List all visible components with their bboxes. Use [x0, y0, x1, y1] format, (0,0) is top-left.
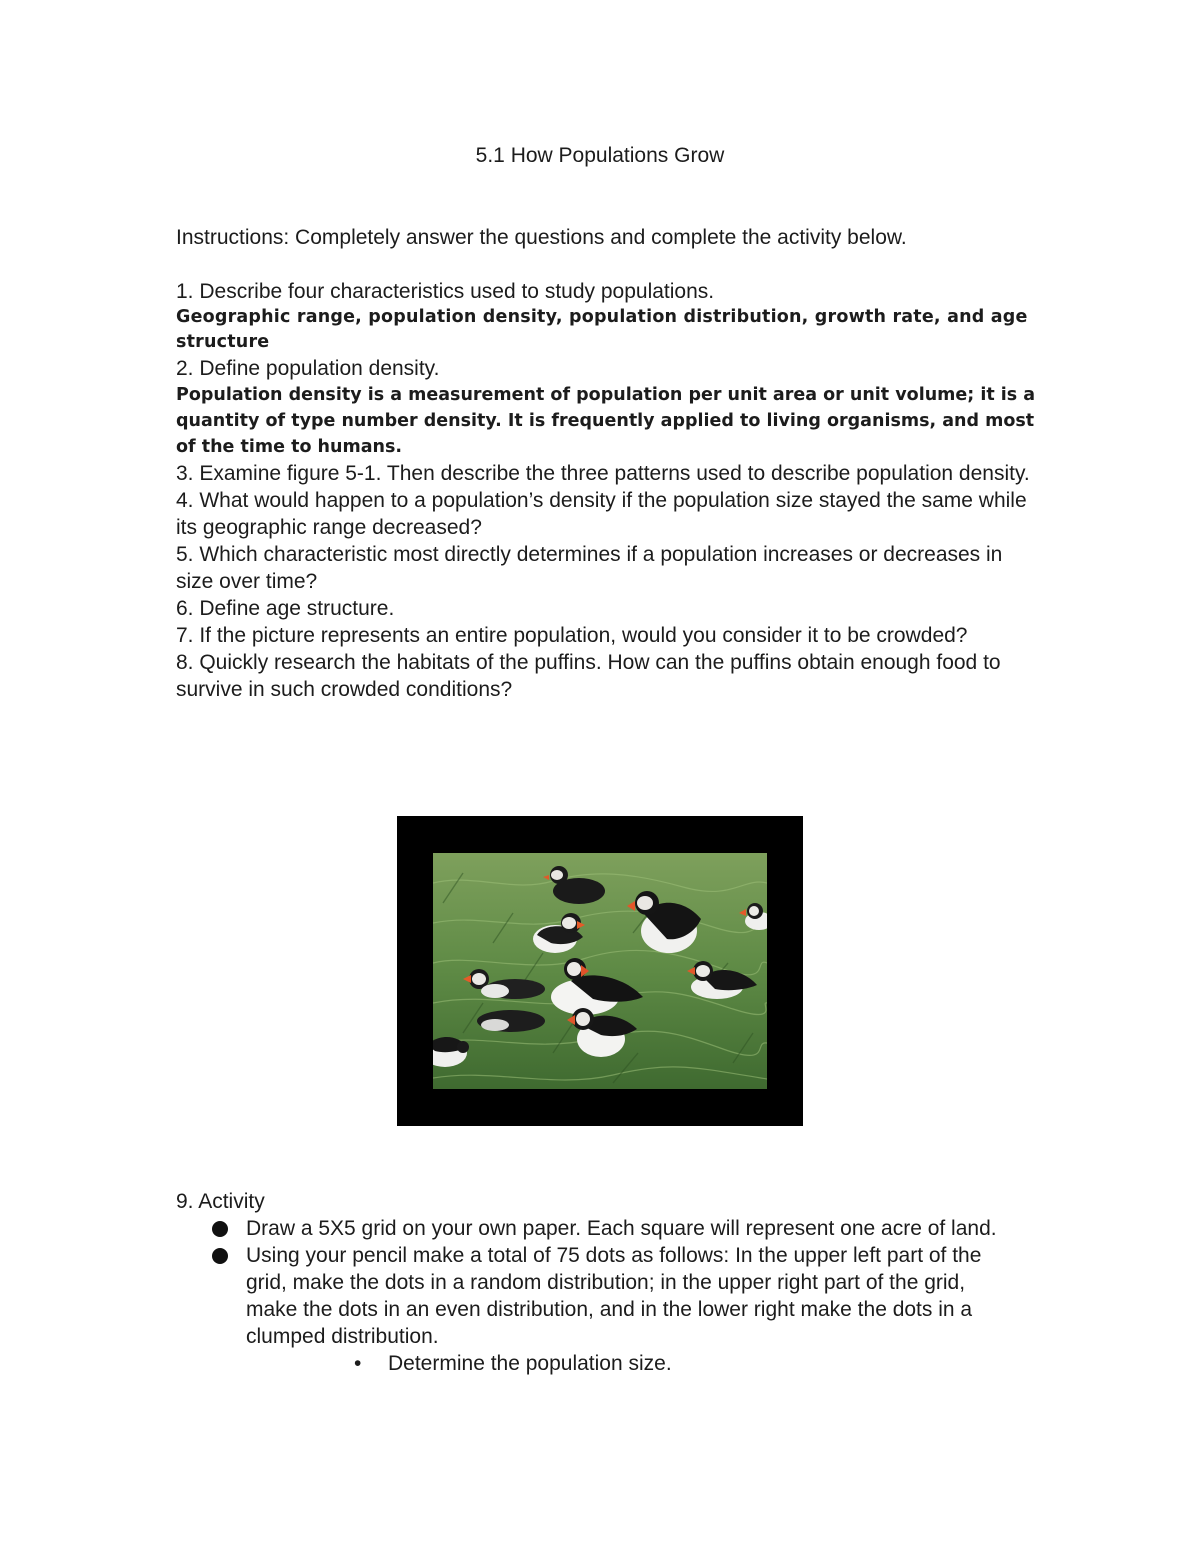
list-item — [176, 1215, 1006, 1242]
question-1: 1. Describe four characteristics used to study populations. — [176, 280, 715, 303]
activity-heading: 9. Activity — [176, 1190, 265, 1213]
bullet-dot-icon — [212, 1221, 228, 1237]
question-7: 7. If the picture represents an entire population, would you consider it to be crowded? — [176, 624, 968, 647]
puffin-photo — [433, 853, 767, 1089]
question-2: 2. Define population density. — [176, 357, 440, 380]
page-title: 5.1 How Populations Grow — [475, 144, 725, 167]
question-8: 8. Quickly research the habitats of the puffins. How can the puffins obtain enough food to survive in such crowded conditions? — [176, 651, 1001, 701]
list-item — [176, 1242, 1006, 1350]
answer-2: Population density is a measurement of population per unit area or unit volume; it is a quantity of type number density. It is frequently applied to living organisms, and most of the time to humans. — [176, 385, 1036, 457]
instructions-text: Instructions: Completely answer the questions and complete the activity below. — [176, 226, 907, 249]
activity-step-2: Using your pencil make a total of 75 dots as follows: In the upper left part of the grid, make the dots in a random distribution; in the upper right part of the grid, make the dots in an even distribution, and in the lower right make the dots in a clumped distribution. — [246, 1244, 982, 1348]
question-section — [176, 224, 1036, 703]
activity-sub-step-1: Determine the population size. — [388, 1352, 672, 1375]
question-4: 4. What would happen to a population’s density if the population size stayed the same while its geographic range decreased? — [176, 489, 1027, 539]
activity-step-1: Draw a 5X5 grid on your own paper. Each square will represent one acre of land. — [246, 1217, 997, 1240]
list-item — [176, 1350, 1036, 1377]
activity-section — [176, 1188, 1036, 1377]
question-3: 3. Examine figure 5-1. Then describe the three patterns used to describe population density. — [176, 462, 1030, 485]
puffin-figure-frame — [397, 816, 803, 1126]
question-5: 5. Which characteristic most directly determines if a population increases or decreases in size over time? — [176, 543, 1003, 593]
bullet-dot-icon — [212, 1248, 228, 1264]
activity-bullet-list — [176, 1215, 1036, 1377]
question-6: 6. Define age structure. — [176, 597, 395, 620]
sub-bullet-icon: • — [354, 1352, 362, 1375]
answer-1: Geographic range, population density, population distribution, growth rate, and age structure — [176, 307, 1028, 352]
